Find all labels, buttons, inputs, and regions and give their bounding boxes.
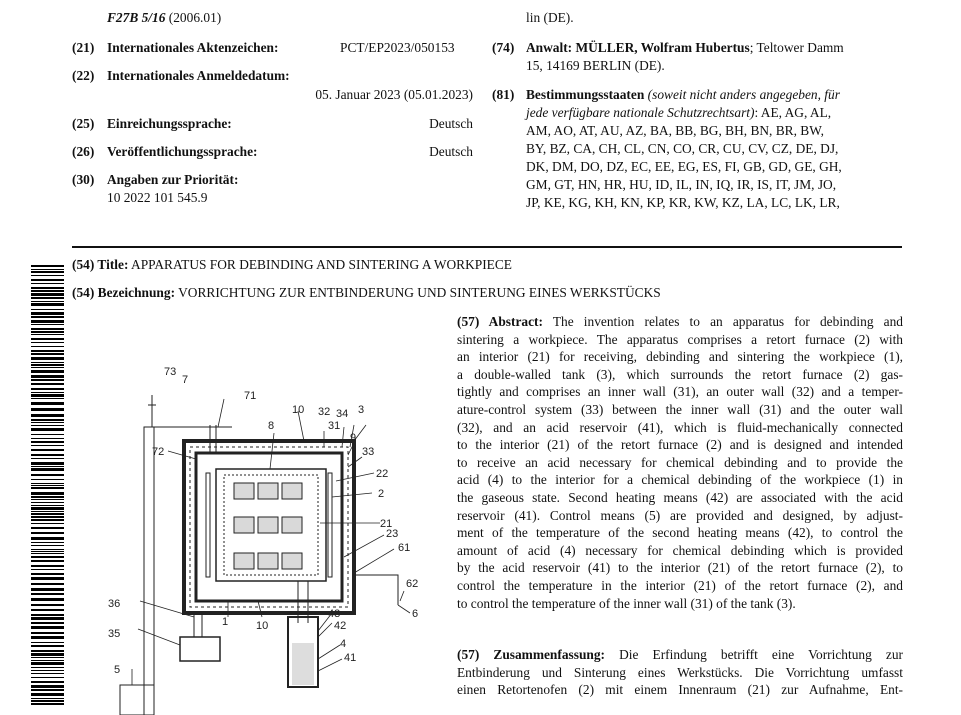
barcode-bar — [31, 681, 64, 683]
barcode-bar — [31, 301, 64, 302]
reference-numeral: 62 — [406, 578, 419, 590]
workpiece-block — [258, 553, 278, 569]
barcode-bar — [31, 485, 64, 486]
workpiece-block — [234, 483, 254, 499]
abstract-english — [457, 313, 903, 612]
abstract-line: by the acid reservoir (41) to the interior (21) of the retort furnace (2), to — [457, 560, 903, 576]
barcode-bar — [31, 445, 64, 446]
abstract-line: acid (4) to the interior for a chemical debinding of the workpiece (1) in — [457, 472, 903, 488]
barcode-bar — [31, 519, 64, 521]
abstract-line: amount of acid (4) necessary for chemical debinding which is provided — [457, 542, 903, 558]
barcode-bar — [31, 441, 64, 443]
reference-numeral: 34 — [336, 408, 349, 420]
abstract-line: ature-control system (33) between the inner wall (31) and the outer wall — [457, 401, 903, 417]
barcode-bar — [31, 425, 64, 426]
barcode-bar — [31, 604, 64, 606]
pump-box — [180, 637, 220, 661]
reference-numeral: 2 — [378, 488, 385, 500]
barcode-bar — [31, 556, 64, 558]
entry-22-num: (22) — [72, 68, 95, 83]
barcode-bar — [31, 577, 64, 580]
entry-26-label: Veröffentlichungssprache: — [107, 144, 258, 159]
reference-numeral: 6 — [412, 608, 419, 620]
barcode-bar — [31, 617, 64, 620]
reference-numeral: 3 — [358, 404, 365, 416]
barcode-bar — [31, 685, 64, 688]
barcode-bar — [31, 394, 64, 397]
abstract-line: reservoir (41). Control means (5) are provided and designed, by adjust- — [457, 507, 903, 523]
abstract-line: (57) Abstract: The invention relates to an apparatus for debinding and — [457, 314, 903, 329]
entry-22-label: Internationales Anmeldedatum: — [107, 68, 290, 83]
barcode-bar — [31, 364, 64, 366]
reference-numeral: 4 — [340, 638, 347, 650]
barcode-bar — [31, 689, 64, 691]
barcode-bar — [31, 670, 64, 671]
barcode-bar — [31, 496, 64, 498]
barcode-bar — [31, 334, 64, 335]
section-divider — [72, 246, 902, 248]
abstract-line: tightly and comprises an inner wall (31), an outer wall (32) and a temper- — [457, 384, 903, 400]
patent-figure — [92, 355, 432, 715]
reference-numeral: 22 — [376, 468, 389, 480]
barcode-bar — [31, 320, 64, 323]
barcode-bar — [31, 331, 64, 333]
barcode-bar — [31, 583, 64, 585]
barcode-bar — [31, 593, 64, 595]
barcode-bar — [31, 642, 64, 643]
entry-21-num: (21) — [72, 40, 95, 55]
zusammenfassung-line: einen Retortenofen (2) mit einem Innenraum (21) zur Aufnahme, Ent- — [457, 682, 903, 698]
acid-fill — [292, 643, 314, 685]
barcode-bar — [31, 622, 64, 624]
barcode-bar — [31, 657, 64, 658]
barcode-bar — [31, 312, 64, 315]
barcode-bar — [31, 645, 64, 647]
agent-line-2: 15, 14169 BERLIN (DE). — [526, 58, 665, 73]
barcode-bar — [31, 458, 64, 459]
reference-numeral: 72 — [152, 446, 165, 458]
abstract-line: to control the temperature of the inner wall (31) of the tank (3). — [457, 595, 796, 611]
reference-numeral: 71 — [244, 390, 257, 402]
barcode-bar — [31, 662, 64, 665]
entry-26-value: Deutsch — [429, 144, 473, 159]
classification: F27B 5/16 (2006.01) — [107, 10, 222, 25]
workpiece-block — [234, 553, 254, 569]
reference-numeral: 31 — [328, 420, 341, 432]
abstract-line: ment of the temperature of the second heating means (42), to control the — [457, 525, 903, 541]
states-line: BY, BZ, CA, CH, CL, CN, CO, CR, CU, CV, CZ, DE, DJ, — [526, 141, 839, 156]
workpiece-block — [282, 517, 302, 533]
barcode-bar — [31, 511, 64, 512]
barcode-bar — [31, 537, 64, 540]
barcode-bar — [31, 338, 64, 340]
barcode-bar — [31, 474, 64, 476]
reference-numeral: 7 — [182, 374, 189, 386]
workpiece-block — [282, 553, 302, 569]
reference-numeral: 35 — [108, 628, 121, 640]
abstract-line: control the temperature in the interior (21) of the retort furnace (2), and — [457, 577, 903, 593]
barcode-bar — [31, 279, 64, 281]
barcode-bar — [31, 468, 64, 471]
barcode-bar — [31, 513, 64, 515]
barcode-graphic — [31, 265, 64, 705]
abstract-line: (32), and an acid reservoir (41), which is fluid-mechanically connected — [457, 419, 903, 435]
barcode-bar — [31, 703, 64, 705]
barcode-bar — [31, 419, 64, 421]
barcode-bar — [31, 545, 64, 546]
barcode-bar — [31, 367, 64, 368]
reference-numeral: 42 — [334, 620, 347, 632]
states-note-line: jede verfügbare nationale Schutzrechtsart): AE, AG, AL, — [526, 105, 832, 120]
barcode-bar — [31, 516, 64, 518]
barcode-bar — [31, 449, 64, 451]
reference-numeral: 73 — [164, 366, 177, 378]
entry-30-value: 10 2022 101 545.9 — [107, 190, 208, 205]
drain-pipe — [194, 613, 202, 637]
reference-numeral: 5 — [114, 664, 121, 676]
barcode-bar — [31, 269, 64, 270]
barcode-bar — [31, 398, 64, 399]
workpiece-block — [258, 517, 278, 533]
barcode-bar — [31, 693, 64, 696]
barcode-bar — [31, 357, 64, 360]
barcode-bar — [31, 632, 64, 634]
entry-30-num: (30) — [72, 172, 95, 187]
title-german: (54) Bezeichnung: VORRICHTUNG ZUR ENTBINDERUNG UND SINTERUNG EINES WERKSTÜCKS — [72, 285, 661, 300]
entry-26-num: (26) — [72, 144, 95, 159]
barcode-bar — [31, 346, 64, 347]
reference-numeral: 32 — [318, 406, 331, 418]
barcode-bar — [31, 408, 64, 411]
reference-numeral: 43 — [328, 608, 341, 620]
reference-numeral: 61 — [398, 542, 411, 554]
barcode-bar — [31, 569, 64, 570]
barcode-bar — [31, 660, 64, 661]
states-line: GM, GT, HN, HR, HU, ID, IL, IN, IQ, IR, IS, IT, JM, JO, — [526, 177, 837, 192]
barcode-bar — [31, 316, 64, 318]
entry-21-value: PCT/EP2023/050153 — [340, 40, 455, 55]
reference-numeral: 23 — [386, 528, 399, 540]
barcode-bar — [31, 342, 64, 343]
barcode-bar — [31, 290, 64, 292]
barcode-bar — [31, 677, 64, 678]
reference-numeral: 10 — [292, 404, 305, 416]
barcode-bar — [31, 392, 64, 393]
barcode-bar — [31, 379, 64, 381]
workpiece-block — [282, 483, 302, 499]
barcode-bar — [31, 293, 64, 296]
barcode-bar — [31, 479, 64, 480]
barcode-bar — [31, 667, 64, 668]
reference-numeral: 21 — [380, 518, 393, 530]
reference-numeral: 41 — [344, 652, 357, 664]
barcode-bar — [31, 328, 64, 330]
barcode-bar — [31, 350, 64, 352]
zusammenfassung-line: (57) Zusammenfassung: Die Erfindung betrifft eine Vorrichtung zur — [457, 647, 903, 662]
barcode-bar — [31, 466, 64, 467]
barcode-bar — [31, 462, 64, 465]
barcode-bar — [31, 549, 64, 550]
figure-frame — [144, 427, 154, 715]
barcode-bar — [31, 271, 64, 273]
barcode-bar — [31, 588, 64, 591]
barcode-bar — [31, 297, 64, 299]
barcode-bar — [31, 454, 64, 456]
barcode-bar — [31, 551, 64, 552]
abstract-line: to receive an acid necessary for chemical debinding and to provide the — [457, 454, 903, 470]
entry-22-value: 05. Januar 2023 (05.01.2023) — [315, 87, 473, 102]
states-num: (81) — [492, 87, 515, 102]
barcode-bar — [31, 383, 64, 385]
barcode-bar — [31, 487, 64, 489]
barcode-bar — [31, 287, 64, 289]
heater-bar-right — [328, 473, 332, 577]
barcode-bar — [31, 402, 64, 405]
barcode-bar — [31, 309, 64, 310]
reference-numeral: 33 — [362, 446, 375, 458]
barcode-bar — [31, 673, 64, 674]
heater-bar-left — [206, 473, 210, 577]
barcode-bar — [31, 614, 64, 616]
exhaust-pipe — [148, 395, 156, 427]
barcode-bar — [31, 370, 64, 373]
barcode-bar — [31, 414, 64, 417]
barcode-bar — [31, 598, 64, 601]
reference-numeral: 9 — [350, 432, 357, 444]
barcode-bar — [31, 700, 64, 702]
abstract-german — [457, 646, 903, 699]
barcode-bar — [31, 609, 64, 611]
barcode-bar — [31, 573, 64, 575]
title-english: (54) Title: APPARATUS FOR DEBINDING AND SINTERING A WORKPIECE — [72, 257, 512, 272]
barcode-bar — [31, 275, 64, 276]
barcode-bar — [31, 542, 64, 543]
barcode-bar — [31, 650, 64, 652]
barcode-bar — [31, 492, 64, 495]
barcode-bar — [31, 438, 64, 439]
barcode-bar — [31, 422, 64, 423]
barcode-bar — [31, 265, 64, 267]
barcode-bar — [31, 505, 64, 506]
barcode-bar — [31, 502, 64, 503]
previous-fragment: lin (DE). — [526, 10, 574, 25]
reference-numeral: 36 — [108, 598, 121, 610]
reference-numeral: 10 — [256, 620, 269, 632]
barcode-bar — [31, 388, 64, 390]
barcode-bar — [31, 434, 64, 435]
states-line: JP, KE, KG, KH, KN, KP, KR, KW, KZ, LA, LC, LK, LR, — [526, 195, 840, 210]
entry-25-num: (25) — [72, 116, 95, 131]
barcode-bar — [31, 527, 64, 529]
states-line: DK, DM, DO, DZ, EC, EE, EG, ES, FI, GB, GD, GE, GH, — [526, 159, 842, 174]
workpiece-block — [258, 483, 278, 499]
barcode-bar — [31, 553, 64, 554]
right-connection — [354, 575, 398, 605]
agent-line-1: Anwalt: MÜLLER, Wolfram Hubertus; Teltower Damm — [526, 40, 844, 55]
barcode-bar — [31, 532, 64, 534]
abstract-line: the gaseous state. Second heating means (42) are associated with the acid — [457, 489, 903, 505]
entry-30-label: Angaben zur Priorität: — [107, 172, 239, 187]
barcode-bar — [31, 483, 64, 484]
barcode-bar — [31, 428, 64, 431]
states-line: AM, AO, AT, AU, AZ, BA, BB, BG, BH, BN, BR, BW, — [526, 123, 824, 138]
barcode-bar — [31, 636, 64, 639]
zusammenfassung-line: Entbinderung und Sinterung eines Werkstücks. Die Vorrichtung umfasst — [457, 664, 903, 680]
barcode-bar — [31, 362, 64, 363]
abstract-line: to the interior (21) of the retort furnace (2) and is designed and intended — [457, 437, 903, 453]
reference-numeral: 1 — [222, 616, 229, 628]
barcode-bar — [31, 283, 64, 284]
abstract-line: sintering a workpiece. The apparatus comprises a retort furnace (2) with — [457, 331, 903, 347]
barcode-bar — [31, 375, 64, 378]
barcode-bar — [31, 507, 64, 510]
barcode-bar — [31, 560, 64, 562]
barcode-bar — [31, 653, 64, 656]
barcode-bar — [31, 303, 64, 306]
barcode-bar — [31, 565, 64, 567]
barcode-bar — [31, 698, 64, 699]
workpiece-block — [234, 517, 254, 533]
reference-numeral: 8 — [268, 420, 275, 432]
abstract-line: a double-walled tank (3), which surrounds the retort furnace (2) gas- — [457, 366, 903, 382]
entry-25-value: Deutsch — [429, 116, 473, 131]
workpiece-group — [234, 483, 302, 569]
barcode-bar — [31, 353, 64, 355]
entry-25-label: Einreichungssprache: — [107, 116, 232, 131]
abstract-line: an interior (21) for receiving, debinding and sintering the workpiece (1), — [457, 349, 903, 365]
barcode-bar — [31, 324, 64, 325]
states-heading: Bestimmungsstaaten (soweit nicht anders angegeben, für — [526, 87, 840, 102]
barcode-bar — [31, 626, 64, 629]
control-box — [120, 685, 154, 715]
barcode-bar — [31, 499, 64, 500]
entry-21-label: Internationales Aktenzeichen: — [107, 40, 279, 55]
barcode-bar — [31, 523, 64, 524]
agent-num: (74) — [492, 40, 515, 55]
